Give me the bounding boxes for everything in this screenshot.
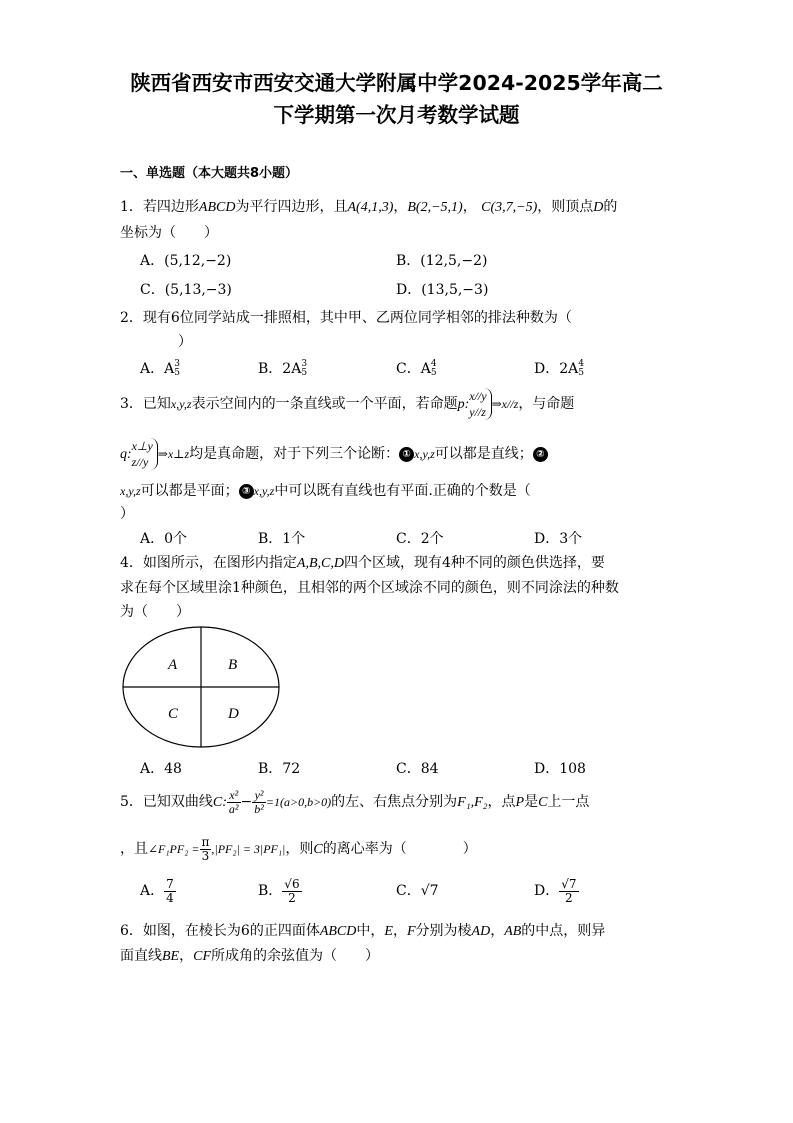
question-4-line3: 为（ ） — [120, 604, 190, 620]
q3-xyz: x,y,z — [170, 397, 192, 411]
q5-option-c[interactable] — [396, 874, 439, 908]
q5-opt-c-value: √7 — [420, 883, 439, 899]
q5-option-b-fraction — [282, 878, 301, 905]
question-2-line2: ） — [178, 334, 192, 350]
q3-p-bot: y//z — [469, 405, 486, 419]
q5-x2: x² — [227, 789, 241, 803]
q2-sup: 4 — [430, 359, 437, 369]
q3-q-brace — [132, 438, 158, 470]
q2-option-d[interactable] — [534, 358, 584, 378]
question-5-line1 — [120, 785, 589, 820]
q1-option-d[interactable]: D．(13,5,−3) — [396, 282, 489, 298]
q5-option-c-label: C． — [396, 883, 421, 899]
q2-sup: 3 — [301, 359, 308, 369]
q5-fraction-y — [252, 789, 266, 816]
q5-text: 5．已知双曲线 — [120, 794, 213, 810]
q5-opt-b-den: 2 — [288, 890, 296, 905]
q1-point-b: B(2,−5,1) — [407, 200, 463, 215]
q5-text: 的离心率为（ ） — [322, 841, 477, 857]
question-1-line1: 1．若四边形ABCD为平行四边形，且A(4,1,3)，B(2,−5,1)， C(3,7,−5)，则顶点D的 — [120, 199, 618, 215]
q5-option-b[interactable] — [258, 874, 302, 908]
q5-c: C — [538, 795, 548, 810]
q3-text: 均是真命题，对于下列三个论断： — [189, 446, 400, 462]
q2-option-c[interactable] — [396, 358, 437, 378]
q3-q-result: ⇒x⊥z — [157, 447, 190, 461]
q6-text: 6．如图，在棱长为6的正四面体 — [120, 923, 320, 939]
q2-sub: 5 — [578, 368, 584, 378]
q5-option-a-fraction — [164, 878, 176, 905]
q5-fraction-x — [227, 789, 241, 816]
q6-text: 的中点，则异 — [521, 923, 606, 939]
q3-text: 可以都是平面； — [140, 483, 239, 499]
q1-option-b[interactable]: B．(12,5,−2) — [396, 253, 488, 269]
q5-opt-a-den: 4 — [166, 890, 174, 905]
q5-option-d[interactable] — [534, 874, 579, 908]
q5-option-d-label: D． — [534, 883, 560, 899]
q6-be: BE — [162, 949, 180, 964]
question-6-line1 — [120, 920, 605, 940]
question-3-line4: ） — [120, 506, 134, 522]
q1-text: 为平行四边形，且 — [235, 199, 348, 215]
q3-text: ，与命题 — [518, 396, 575, 412]
q1-point-c: C(3,7,−5) — [481, 200, 538, 215]
q1-text: ，则顶点 — [537, 199, 594, 215]
q5-fraction-pi — [200, 836, 212, 863]
figure-label-d: D — [228, 706, 239, 722]
q3-p-brace — [469, 388, 491, 420]
q3-p-label: p: — [457, 397, 470, 412]
q2-option-a-label: A．A — [140, 361, 175, 377]
q5-pi: π — [201, 834, 210, 849]
q6-cf: CF — [193, 949, 211, 964]
q5-minus: − — [240, 794, 253, 810]
q2-option-b[interactable] — [258, 358, 307, 378]
q3-xyz: x,y,z — [414, 447, 435, 461]
q5-opt-d-den: 2 — [565, 890, 573, 905]
q5-text: 是 — [524, 794, 539, 810]
q2-sub: 5 — [174, 368, 180, 378]
q5-condition: ,|PF₂| = 3|PF₁| — [211, 842, 286, 856]
q5-c-label: C: — [212, 795, 227, 810]
q5-equation: =1(a>0,b>0) — [265, 795, 332, 809]
q5-opt-d-num: √7 — [561, 876, 577, 891]
q5-text: ，则 — [285, 841, 314, 857]
q6-text: 所成角的余弦值为（ ） — [211, 948, 379, 964]
q3-circle-2: ② — [533, 447, 548, 462]
q2-option-b-label: B．2A — [258, 361, 302, 377]
q6-text: 中， — [356, 923, 385, 939]
q4-option-a[interactable]: A．48 — [140, 761, 182, 777]
figure-label-b: B — [228, 657, 238, 673]
figure-label-a: A — [168, 657, 178, 673]
q5-option-b-label: B． — [258, 883, 283, 899]
question-6-line2 — [120, 945, 379, 965]
q3-q-bot: z//y — [131, 455, 149, 469]
q4-text: 四个区域，现有4种不同的颜色供选择，要 — [343, 555, 605, 571]
q4-option-c[interactable]: C．84 — [396, 761, 439, 777]
q5-text: ，且 — [120, 841, 148, 857]
page-title-line1: 陕西省西安市西安交通大学附属中学2024-2025学年高二 — [130, 71, 663, 95]
q3-option-a[interactable]: A．0个 — [140, 531, 188, 547]
q6-abcd: ABCD — [319, 924, 357, 939]
q3-xyz: x,y,z — [120, 484, 141, 498]
q4-option-d[interactable]: D．108 — [534, 761, 586, 777]
q4-text: 4．如图所示，在图形内指定 — [120, 555, 297, 571]
q5-text: 的左、右焦点分别为 — [331, 794, 458, 810]
q1-option-c[interactable]: C．(5,13,−3) — [140, 282, 232, 298]
q5-c: C — [313, 842, 323, 857]
q2-option-d-label: D．2A — [534, 361, 579, 377]
question-4-line2: 求在每个区域里涂1种颜色，且相邻的两个区域涂不同的颜色，则不同涂法的种数 — [120, 580, 619, 596]
q3-text: 可以都是直线； — [434, 446, 533, 462]
q4-labels: A,B,C,D — [296, 556, 344, 571]
q6-text: 面直线 — [120, 948, 162, 964]
q3-option-b[interactable]: B．1个 — [258, 531, 306, 547]
question-1-line2: 坐标为（ ） — [120, 225, 218, 241]
q3-text: 表示空间内的一条直线或一个平面，若命题 — [191, 396, 458, 412]
q3-q-top: x⊥y — [131, 439, 153, 453]
question-3-line1 — [120, 386, 574, 423]
region-figure — [118, 624, 284, 750]
q2-sup: 4 — [578, 359, 584, 369]
q5-foci: F₁,F₂ — [457, 795, 488, 810]
q5-text: 上一点 — [547, 794, 590, 810]
q2-sub: 5 — [301, 368, 308, 378]
q5-angle: ∠F₁PF₂ = — [148, 842, 200, 856]
q5-option-d-fraction — [559, 878, 578, 905]
q5-option-a[interactable] — [140, 874, 176, 908]
q6-e: E — [384, 924, 393, 939]
q3-text: 3．已知 — [120, 396, 171, 412]
q3-p-result: ⇒x//z — [491, 397, 519, 411]
q6-ad: AD — [471, 924, 491, 939]
page-title-line2: 下学期第一次月考数学试题 — [273, 103, 520, 127]
q2-option-c-label: C．A — [396, 361, 431, 377]
q1-point-a: A(4,1,3) — [347, 200, 394, 215]
q5-a2: a² — [228, 801, 239, 816]
q6-f: F — [406, 924, 416, 939]
question-3-line3 — [120, 480, 531, 500]
question-4-line1 — [120, 552, 605, 572]
question-3-line2 — [120, 436, 548, 473]
q1-text: 的 — [603, 199, 618, 215]
q5-three: 3 — [201, 848, 210, 863]
q4-option-b[interactable]: B．72 — [258, 761, 301, 777]
figure-label-c: C — [168, 706, 179, 722]
q6-text: ， — [179, 948, 194, 964]
q2-sup: 3 — [174, 359, 180, 369]
q3-option-d[interactable]: D．3个 — [534, 531, 583, 547]
q2-option-a[interactable] — [140, 358, 180, 378]
section-header: 一、单选题（本大题共8小题） — [120, 166, 299, 181]
question-2-line1: 2．现有6位同学站成一排照相，其中甲、乙两位同学相邻的排法种数为（ — [120, 310, 572, 326]
question-5-line2 — [120, 832, 477, 867]
q5-option-a-label: A． — [140, 883, 165, 899]
q5-p: P — [515, 795, 525, 810]
q1-point-d: D — [593, 200, 604, 215]
q1-text: 1．若四边形 — [120, 199, 199, 215]
q6-text: ， — [392, 923, 407, 939]
q1-abcd: ABCD — [198, 200, 236, 215]
q5-b2: b² — [254, 801, 264, 816]
q5-y2: y² — [252, 789, 266, 803]
q5-text: ，点 — [487, 794, 516, 810]
q3-text: 中可以既有直线也有平面.正确的个数是（ — [274, 483, 531, 499]
q6-text: ， — [490, 923, 505, 939]
q3-option-c[interactable]: C．2个 — [396, 531, 444, 547]
q2-sub: 5 — [430, 368, 437, 378]
q3-q-label: q: — [120, 447, 132, 462]
q3-circle-1: ① — [399, 447, 414, 462]
q1-option-a[interactable]: A．(5,12,−2) — [140, 253, 232, 269]
q3-xyz: x,y,z — [253, 484, 275, 498]
q5-opt-a-num: 7 — [166, 876, 174, 891]
q5-opt-b-num: √6 — [284, 876, 300, 891]
q6-text: 分别为棱 — [415, 923, 472, 939]
q3-p-top: x//y — [469, 389, 487, 403]
q6-ab: AB — [504, 924, 522, 939]
q3-circle-3: ③ — [239, 484, 254, 499]
